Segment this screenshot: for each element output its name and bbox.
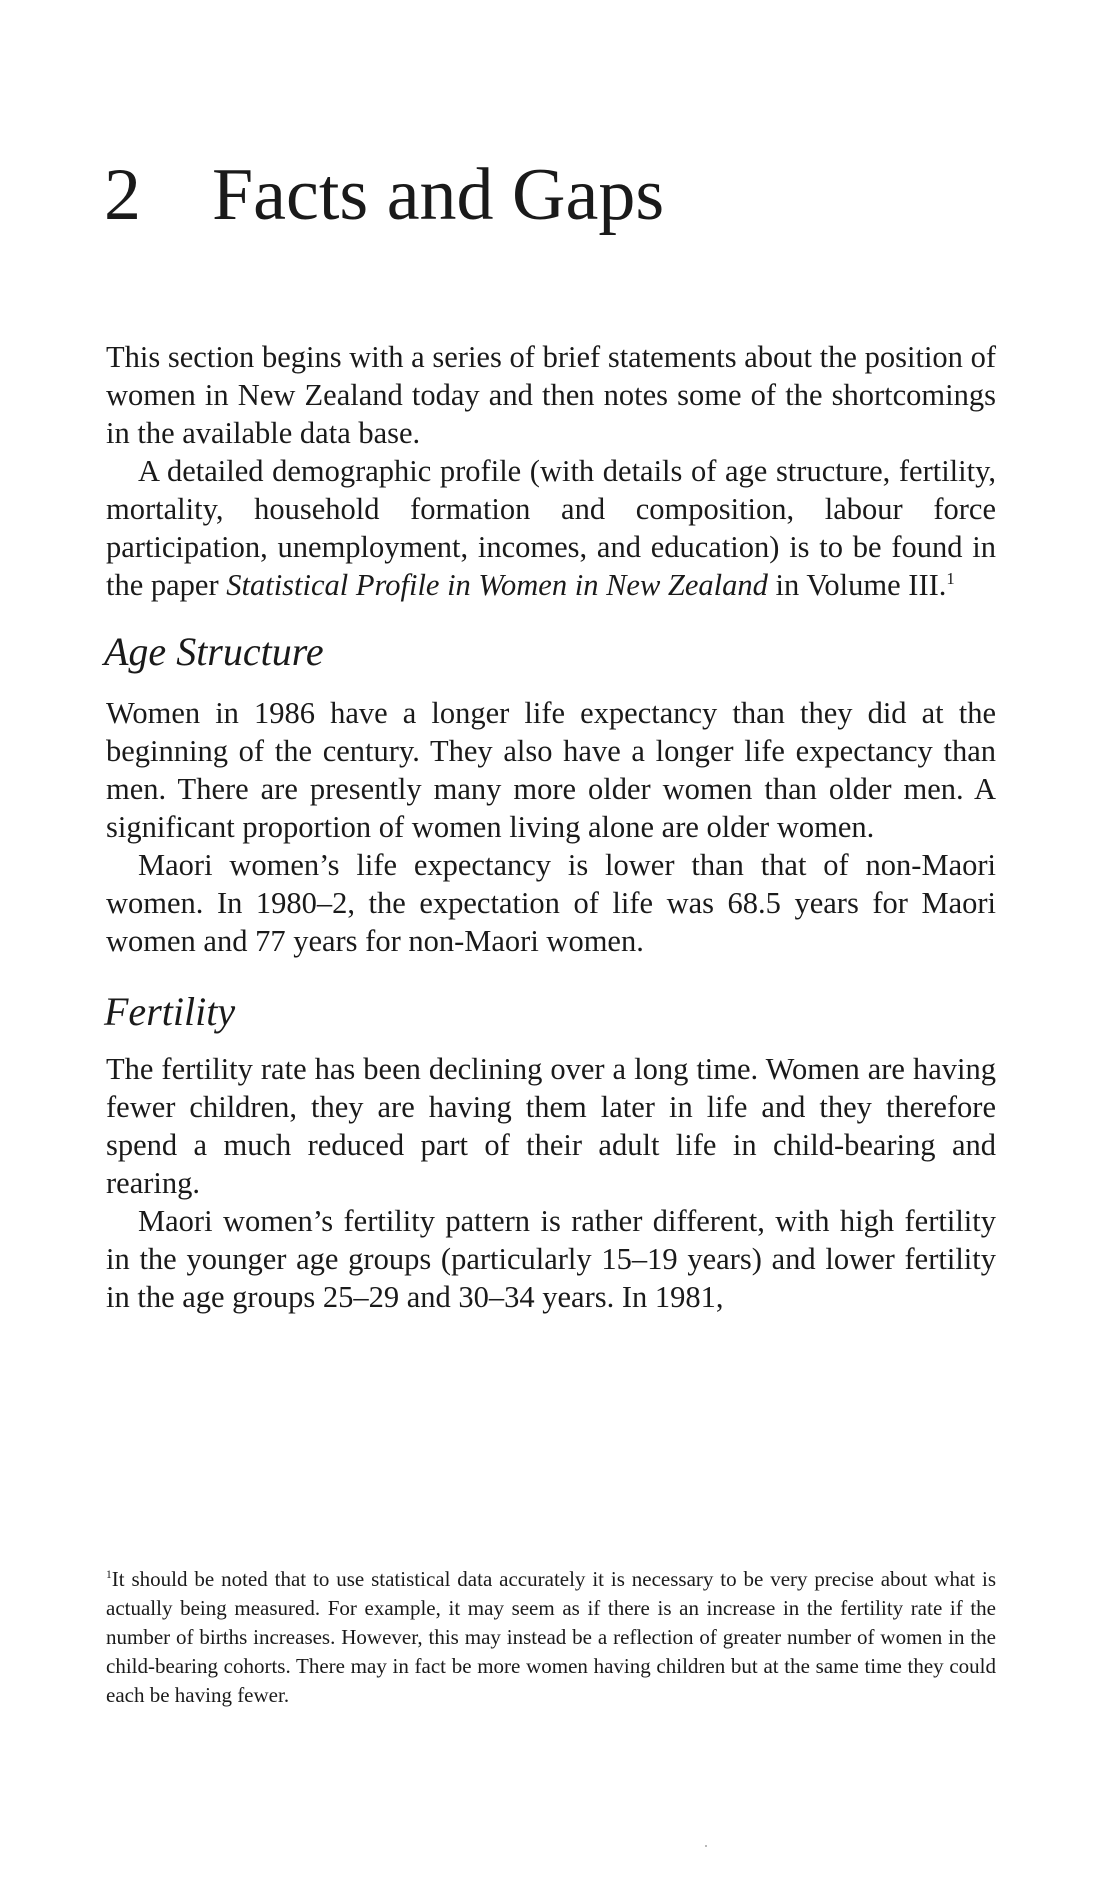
intro-paragraph-2-text: A detailed demographic profile (with details of age structure, fertility, mortality, household formation and composition, labour force participation, unemployment, incomes, and education) is to be found in the paper: [106, 454, 996, 602]
age-structure-section: [106, 694, 996, 960]
fertility-heading: Fertility: [104, 989, 236, 1034]
footnote-text: It should be noted that to use statistical data accurately it is necessary to be very precise about what is actually being measured. For example, it may seem as if there is an increase in the fertility rate if the number of births increases. However, this may instead be a reflection of greater number of women in the child-bearing cohorts. There may in fact be more women having children but at the same time they could each be having fewer.: [106, 1567, 996, 1707]
footnote-marker: 1: [106, 1569, 112, 1581]
chapter-heading: [104, 154, 665, 236]
page-speck: [705, 1845, 707, 1847]
age-structure-heading: Age Structure: [104, 629, 324, 674]
fertility-paragraph-1: The fertility rate has been declining over a long time. Women are having fewer children, they are having them later in life and they therefore spend a much reduced part of their adult life in child-bearing and rearing.: [106, 1052, 996, 1200]
intro-section: [106, 338, 996, 604]
intro-paragraph-2: [106, 452, 996, 604]
footnote-reference: 1: [946, 568, 955, 588]
age-structure-paragraph-2: Maori women’s life expectancy is lower than that of non-Maori women. In 1980–2, the expectation of life was 68.5 years for Maori women and 77 years for non-Maori women.: [106, 848, 996, 958]
paper-title: Statistical Profile in Women in New Zealand: [226, 568, 768, 602]
chapter-number: 2: [104, 154, 141, 236]
intro-paragraph-1: This section begins with a series of brief statements about the position of women in New Zealand today and then notes some of the shortcomings in the available data base.: [106, 340, 996, 450]
fertility-paragraph-2: Maori women’s fertility pattern is rather different, with high fertility in the younger age groups (particularly 15–19 years) and lower fertility in the age groups 25–29 and 30–34 years. In 1981,: [106, 1204, 996, 1314]
chapter-title: Facts and Gaps: [212, 154, 665, 236]
intro-paragraph-2-end: in Volume III.: [767, 568, 947, 602]
footnote: [106, 1565, 996, 1710]
fertility-section: [106, 1050, 996, 1316]
age-structure-paragraph-1: Women in 1986 have a longer life expectancy than they did at the beginning of the century. They also have a longer life expectancy than men. There are presently many more older women than older men. A significant proportion of women living alone are older women.: [106, 696, 996, 844]
